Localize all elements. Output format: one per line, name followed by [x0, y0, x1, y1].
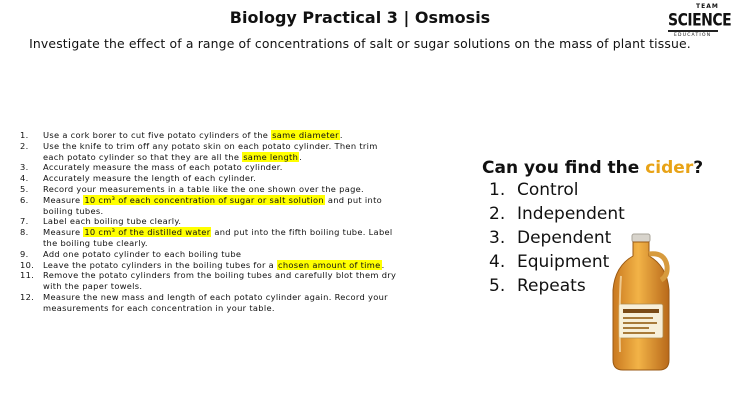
- highlighted-keyword: 10 cm³ of the distilled water: [84, 227, 211, 238]
- method-step: [20, 249, 400, 260]
- question-accent-word: cider: [645, 158, 694, 178]
- option-label: Repeats: [517, 276, 586, 296]
- logo-divider: [668, 30, 718, 32]
- step-text: Measure the new mass and length of each potato cylinder again. Record your measurements for each concentration in your table.: [43, 291, 388, 313]
- method-step: [20, 162, 400, 173]
- step-number: 8.: [20, 227, 29, 238]
- quiz-panel: [482, 158, 712, 298]
- step-number: 7.: [20, 216, 29, 227]
- method-step: [20, 270, 400, 292]
- option-label: Equipment: [517, 252, 610, 272]
- page-title: Biology Practical 3 | Osmosis: [229, 8, 491, 27]
- quiz-option-independent: [482, 202, 712, 226]
- step-number: 9.: [20, 248, 29, 259]
- quiz-options-list: [482, 178, 712, 298]
- option-number: 1.: [489, 180, 506, 200]
- logo-science-text: SCIENCE: [668, 11, 731, 31]
- page-subtitle: Investigate the effect of a range of concentrations of salt or sugar solutions on the mass of plant tissue.: [29, 36, 691, 51]
- step-text: Label each boiling tube clearly.: [43, 216, 182, 227]
- method-step: [20, 216, 400, 227]
- option-number: 3.: [489, 228, 506, 248]
- step-number: 4.: [20, 173, 29, 184]
- question-start: Can you find the: [482, 158, 646, 178]
- step-text: and put into boiling tubes.: [43, 194, 382, 216]
- step-text: Add one potato cylinder to each boiling tube: [43, 248, 242, 259]
- option-label: Independent: [517, 204, 625, 224]
- step-number: 3.: [20, 162, 29, 173]
- quiz-option-equipment: [482, 250, 712, 274]
- step-text: Remove the potato cylinders from the boiling tubes and carefully blot them dry with the paper towels.: [43, 270, 397, 292]
- quiz-option-repeats: [482, 274, 712, 298]
- step-text: and put into the fifth boiling tube. Label the boiling tube clearly.: [43, 227, 393, 248]
- method-step: [20, 141, 400, 163]
- method-step: [20, 260, 400, 271]
- option-label: Dependent: [517, 228, 612, 248]
- method-step: [20, 195, 400, 217]
- option-number: 2.: [489, 204, 506, 224]
- highlighted-keyword: 10 cm³ of each concentration of sugar or salt solution: [84, 194, 324, 205]
- step-text: Use the knife to trim off any potato skin on each potato cylinder. Then trim each potato cylinder so that they are all the: [43, 140, 378, 162]
- quiz-option-control: [482, 178, 712, 202]
- step-text: .: [381, 259, 385, 270]
- method-step: [20, 130, 400, 141]
- team-science-logo: [668, 3, 731, 39]
- highlighted-keyword: same diameter: [272, 130, 339, 140]
- option-number: 4.: [489, 252, 506, 272]
- step-number: 12.: [20, 291, 35, 302]
- step-text: Measure: [43, 194, 84, 205]
- step-text: Accurately measure the length of each cylinder.: [43, 173, 257, 184]
- step-text: Accurately measure the mass of each potato cylinder.: [43, 162, 283, 173]
- logo-team-text: TEAM: [696, 3, 719, 10]
- logo-education-text: EDUCATION: [674, 33, 712, 38]
- step-text: .: [339, 130, 343, 140]
- cider-jug-image: [605, 232, 677, 372]
- step-text: .: [299, 151, 303, 162]
- step-number: 1.: [20, 130, 29, 140]
- step-number: 6.: [20, 194, 29, 205]
- step-number: 5.: [20, 183, 29, 194]
- option-number: 5.: [489, 276, 506, 296]
- option-label: Control: [517, 180, 579, 200]
- quiz-question: [482, 158, 712, 178]
- method-step: [20, 184, 400, 195]
- step-number: 11.: [20, 270, 35, 281]
- method-step: [20, 292, 400, 314]
- step-number: 10.: [20, 259, 35, 270]
- step-text: Record your measurements in a table like the one shown over the page.: [43, 183, 364, 194]
- step-text: Measure: [43, 227, 84, 238]
- question-end: ?: [693, 158, 704, 178]
- highlighted-keyword: chosen amount of time: [278, 259, 381, 270]
- step-text: Leave the potato cylinders in the boiling tubes for a: [43, 259, 277, 270]
- method-steps-list: [20, 130, 400, 314]
- highlighted-keyword: same length: [243, 151, 299, 162]
- step-number: 2.: [20, 140, 29, 151]
- method-step: [20, 227, 400, 249]
- method-step: [20, 173, 400, 184]
- step-text: Use a cork borer to cut five potato cylinders of the: [43, 130, 272, 140]
- quiz-option-dependent: [482, 226, 712, 250]
